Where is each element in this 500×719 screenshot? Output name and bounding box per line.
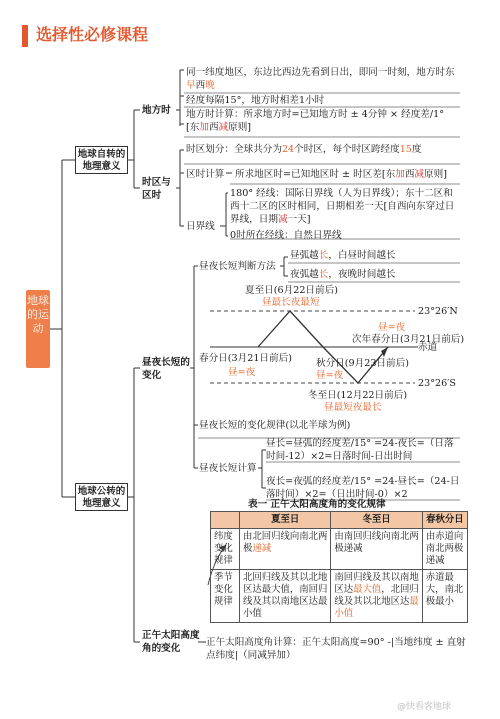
row2-winter: 南回归线及其以南地区达最大值，北回归线及其以北地区达最小值 <box>331 570 422 623</box>
equal-mid-label: 昼=夜 <box>316 370 344 381</box>
summer-note: 昼最长夜最短 <box>262 297 320 308</box>
page-title: 选择性必修课程 <box>36 25 149 44</box>
table-row <box>211 570 468 623</box>
table-header-winter: 冬至日 <box>331 512 422 529</box>
noon-sun-label: 正午太阳高度角的变化 <box>142 630 200 654</box>
zone-division: 时区划分：全球共分为24个时区，每个时区跨经度15度 <box>186 144 422 155</box>
tropic-south-label: 23°26′S <box>418 378 456 389</box>
equator-label: 赤道 <box>418 342 438 353</box>
zone-calc-label: 区时计算 <box>186 169 225 180</box>
row2-label: 季节变化规律 <box>211 570 240 623</box>
table-header-summer: 夏至日 <box>240 512 331 529</box>
calc-label: 昼夜长短计算 <box>199 463 257 474</box>
rotation-node: 地球自转的地理意义 <box>75 146 128 174</box>
equal-left-label: 昼=夜 <box>228 367 256 378</box>
table-header-equinox: 春秋分日 <box>422 512 467 529</box>
table-row <box>211 529 468 570</box>
row1-winter: 由南回归线向南北两极递减 <box>331 529 422 570</box>
table-title: 表一 正午太阳高度角的变化规律 <box>248 499 386 510</box>
method-1: 昼弧越长，白昼时间越长 <box>290 250 396 261</box>
day-night-label: 昼夜长短的变化 <box>142 357 190 381</box>
winter-note: 昼最短夜最长 <box>324 402 382 413</box>
zone-calc-text: 所求地区时=已知地区时 ± 时区差[东加西减原则] <box>235 169 447 180</box>
calc-night: 夜长=夜弧的经度差/15° =24-昼长=（24-日落时间）×2=（日出时间-0）×2 <box>266 476 460 500</box>
method-2: 夜弧越长，夜晚时间越长 <box>290 269 396 280</box>
row2-summer: 北回归线及其以北地区达最大值，南回归线及其以南地区达最小值 <box>240 570 331 623</box>
tropic-north-label: 23°26′N <box>418 306 458 317</box>
row1-summer: 由北回归线向南北两极递减 <box>240 529 331 570</box>
equal-right-label: 昼=夜 <box>378 322 406 333</box>
table-header-row <box>211 512 468 529</box>
local-time-line1: 同一纬度地区，东边比西边先看到日出，即同一时刻，地方时东早西晚 <box>186 67 455 91</box>
noon-sun-formula: 正午太阳高度角计算：正午太阳高度=90° -|当地纬度 ± 直射点纬度|（同减异加） <box>206 637 466 661</box>
spring-equinox-label: 春分日(3月21日前后) <box>199 353 292 364</box>
row2-equinox: 赤道最大，南北极最小 <box>422 570 467 623</box>
autumn-equinox-label: 秋分日(9月23日前后) <box>316 358 409 369</box>
winter-solstice-label: 冬至日(12月22日前后) <box>308 390 408 401</box>
method-label: 昼夜长短判断方法 <box>199 261 276 272</box>
local-time-line3: 地方时计算：所求地方时=已知地方时 ± 4分钟 × 经度差/1° [东加西减原则] <box>186 109 445 133</box>
dateline-180: 180° 经线：国际日界线（人为日界线）；东十二区和西十二区的区时相同，日期相差一天[自西向东穿过日界线，日期减一天] <box>230 188 455 225</box>
rule-title: 昼夜长短的变化规律(以北半球为例) <box>199 420 351 431</box>
watermark: @快看客地球 <box>397 702 452 712</box>
time-zone-label: 时区与区时 <box>142 177 171 201</box>
local-time-line2: 经度每隔15°，地方时相差1小时 <box>186 95 325 106</box>
root-node: 地球的运动 <box>26 290 50 368</box>
noon-sun-table <box>210 511 468 623</box>
row1-label: 纬度变化规律 <box>211 529 240 570</box>
local-time-label: 地方时 <box>142 105 171 116</box>
summer-solstice-label: 夏至日(6月22日前后) <box>245 285 338 296</box>
next-spring-label: 次年春分日(3月21日前后) <box>352 334 465 345</box>
table-header-empty <box>211 512 240 529</box>
dateline-0: 0时所在经线：自然日界线 <box>230 230 342 241</box>
dateline-label: 日界线 <box>186 221 215 232</box>
revolution-node: 地球公转的地理意义 <box>75 483 128 511</box>
row1-equinox: 由赤道向南北两极递减 <box>422 529 467 570</box>
calc-day: 昼长=昼弧的经度差/15° =24-夜长=（日落时间-12）×2=日落时间-日出时间 <box>266 438 454 462</box>
